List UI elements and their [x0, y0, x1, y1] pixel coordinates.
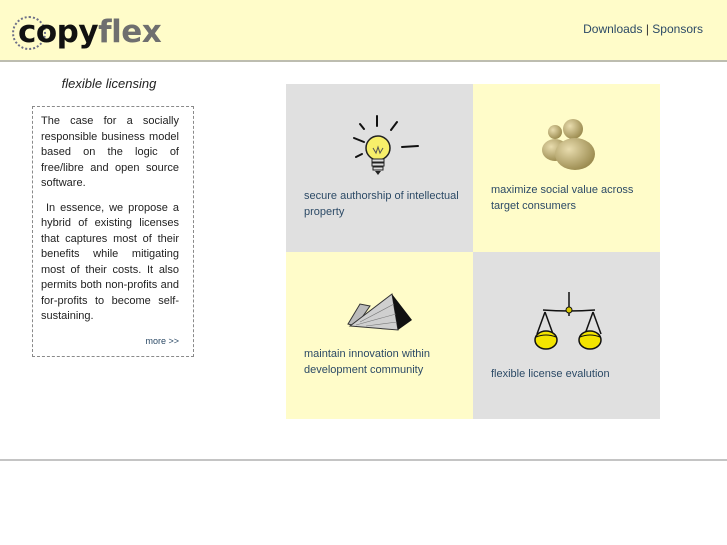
logo-text-copy: copy [18, 14, 99, 50]
downloads-link[interactable]: Downloads [583, 22, 643, 36]
sponsors-link[interactable]: Sponsors [652, 22, 703, 36]
tile-label: maximize social value across target consumers [491, 184, 634, 212]
pyramid-icon [346, 292, 418, 334]
tile-label: flexible license evalution [491, 368, 610, 380]
intro-paragraph-2: In essence, we propose a hybrid of existing licenses that captures most of their benefits while mitigating most of their costs. It also permits both non-profits and for-profits to become self-sustaining. [41, 201, 179, 322]
tile-maximize-social-value[interactable] [473, 84, 660, 252]
tile-label: secure authorship of intellectual property [304, 190, 459, 218]
logo[interactable] [12, 12, 161, 52]
tile-label: maintain innovation within development community [304, 348, 430, 376]
more-link[interactable]: more >> [145, 335, 179, 346]
sidebar-title: flexible licensing [61, 76, 157, 91]
footer-divider [0, 459, 727, 461]
feature-grid [286, 84, 660, 419]
people-icon [539, 118, 599, 173]
tile-secure-authorship[interactable] [286, 84, 473, 252]
scales-icon [533, 290, 603, 356]
tile-maintain-innovation[interactable] [286, 252, 473, 419]
top-nav [583, 22, 703, 36]
logo-text-flex: flex [98, 14, 162, 50]
site-header [0, 0, 727, 62]
lightbulb-icon [342, 112, 422, 187]
tile-flexible-license-evaluation[interactable] [473, 252, 660, 419]
intro-paragraph-1: The case for a socially responsible business model based on the logic of free/libre and open source software. [41, 115, 179, 189]
nav-separator: | [645, 22, 649, 36]
intro-box [32, 106, 194, 357]
